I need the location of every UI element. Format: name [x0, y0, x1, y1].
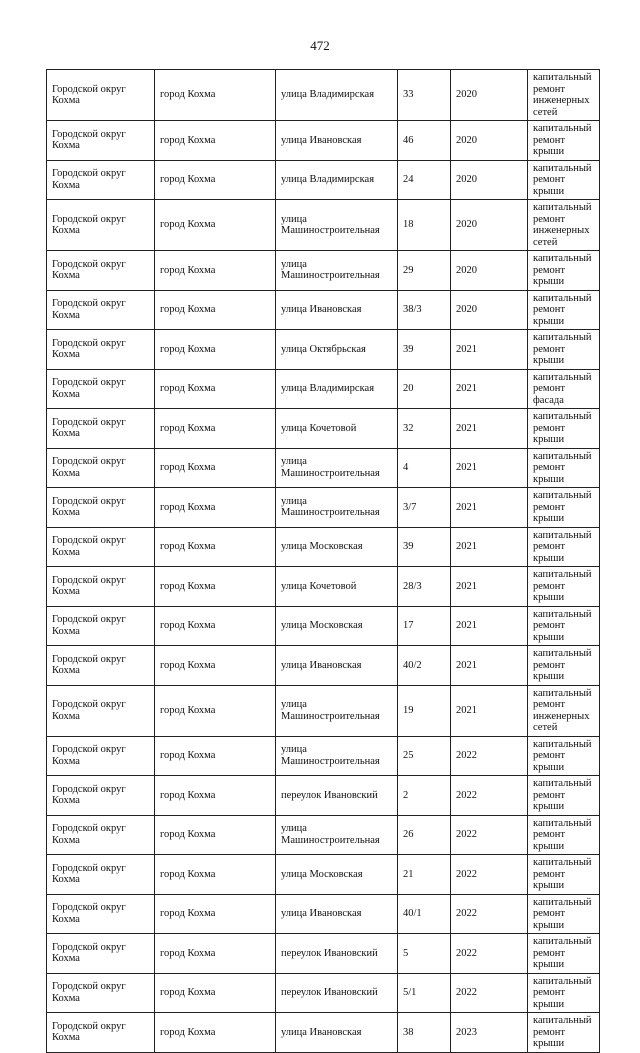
- house-number-cell: 25: [398, 736, 451, 776]
- city-cell: город Кохма: [155, 934, 276, 974]
- street-cell: улица Машиностроительная: [276, 200, 398, 251]
- work-type-cell: капитальный ремонт крыши: [528, 646, 600, 686]
- district-cell: Городской округ Кохма: [47, 200, 155, 251]
- table-row: [47, 776, 600, 816]
- district-cell: Городской округ Кохма: [47, 973, 155, 1013]
- year-cell: 2021: [451, 409, 528, 449]
- table-row: [47, 409, 600, 449]
- year-cell: 2021: [451, 646, 528, 686]
- city-cell: город Кохма: [155, 369, 276, 409]
- city-cell: город Кохма: [155, 330, 276, 370]
- work-type-cell: капитальный ремонт инженерных сетей: [528, 200, 600, 251]
- street-cell: улица Московская: [276, 855, 398, 895]
- city-cell: город Кохма: [155, 1013, 276, 1053]
- city-cell: город Кохма: [155, 251, 276, 291]
- city-cell: город Кохма: [155, 685, 276, 736]
- table-row: [47, 290, 600, 330]
- street-cell: улица Владимирская: [276, 160, 398, 200]
- table-row: [47, 567, 600, 607]
- work-type-cell: капитальный ремонт крыши: [528, 488, 600, 528]
- city-cell: город Кохма: [155, 894, 276, 934]
- work-type-cell: капитальный ремонт крыши: [528, 855, 600, 895]
- house-number-cell: 39: [398, 330, 451, 370]
- work-type-cell: капитальный ремонт крыши: [528, 776, 600, 816]
- year-cell: 2020: [451, 70, 528, 121]
- district-cell: Городской округ Кохма: [47, 409, 155, 449]
- house-number-cell: 28/3: [398, 567, 451, 607]
- district-cell: Городской округ Кохма: [47, 685, 155, 736]
- year-cell: 2021: [451, 448, 528, 488]
- table-row: [47, 894, 600, 934]
- city-cell: город Кохма: [155, 855, 276, 895]
- table-row: [47, 934, 600, 974]
- street-cell: улица Кочетовой: [276, 567, 398, 607]
- work-type-cell: капитальный ремонт крыши: [528, 330, 600, 370]
- district-cell: Городской округ Кохма: [47, 606, 155, 646]
- year-cell: 2022: [451, 894, 528, 934]
- house-number-cell: 17: [398, 606, 451, 646]
- work-type-cell: капитальный ремонт крыши: [528, 251, 600, 291]
- work-type-cell: капитальный ремонт крыши: [528, 527, 600, 567]
- work-type-cell: капитальный ремонт крыши: [528, 121, 600, 161]
- work-type-cell: капитальный ремонт крыши: [528, 973, 600, 1013]
- city-cell: город Кохма: [155, 815, 276, 855]
- table-row: [47, 70, 600, 121]
- year-cell: 2022: [451, 736, 528, 776]
- district-cell: Городской округ Кохма: [47, 815, 155, 855]
- table-row: [47, 855, 600, 895]
- house-number-cell: 26: [398, 815, 451, 855]
- street-cell: улица Ивановская: [276, 290, 398, 330]
- house-number-cell: 29: [398, 251, 451, 291]
- street-cell: улица Октябрьская: [276, 330, 398, 370]
- table-row: [47, 646, 600, 686]
- house-number-cell: 5/1: [398, 973, 451, 1013]
- year-cell: 2022: [451, 815, 528, 855]
- district-cell: Городской округ Кохма: [47, 776, 155, 816]
- city-cell: город Кохма: [155, 409, 276, 449]
- table-row: [47, 488, 600, 528]
- city-cell: город Кохма: [155, 121, 276, 161]
- city-cell: город Кохма: [155, 606, 276, 646]
- work-type-cell: капитальный ремонт крыши: [528, 894, 600, 934]
- city-cell: город Кохма: [155, 646, 276, 686]
- city-cell: город Кохма: [155, 448, 276, 488]
- street-cell: улица Машиностроительная: [276, 685, 398, 736]
- district-cell: Городской округ Кохма: [47, 290, 155, 330]
- district-cell: Городской округ Кохма: [47, 251, 155, 291]
- district-cell: Городской округ Кохма: [47, 855, 155, 895]
- city-cell: город Кохма: [155, 736, 276, 776]
- table-row: [47, 1013, 600, 1053]
- street-cell: улица Машиностроительная: [276, 488, 398, 528]
- work-type-cell: капитальный ремонт фасада: [528, 369, 600, 409]
- year-cell: 2021: [451, 330, 528, 370]
- street-cell: улица Машиностроительная: [276, 815, 398, 855]
- table-row: [47, 121, 600, 161]
- city-cell: город Кохма: [155, 973, 276, 1013]
- year-cell: 2022: [451, 855, 528, 895]
- city-cell: город Кохма: [155, 776, 276, 816]
- street-cell: улица Машиностроительная: [276, 251, 398, 291]
- house-number-cell: 38: [398, 1013, 451, 1053]
- work-type-cell: капитальный ремонт крыши: [528, 409, 600, 449]
- work-type-cell: капитальный ремонт крыши: [528, 448, 600, 488]
- work-type-cell: капитальный ремонт крыши: [528, 606, 600, 646]
- district-cell: Городской округ Кохма: [47, 160, 155, 200]
- street-cell: улица Машиностроительная: [276, 448, 398, 488]
- street-cell: улица Ивановская: [276, 894, 398, 934]
- city-cell: город Кохма: [155, 70, 276, 121]
- district-cell: Городской округ Кохма: [47, 736, 155, 776]
- house-number-cell: 18: [398, 200, 451, 251]
- year-cell: 2020: [451, 290, 528, 330]
- year-cell: 2020: [451, 160, 528, 200]
- street-cell: улица Машиностроительная: [276, 736, 398, 776]
- table-row: [47, 606, 600, 646]
- district-cell: Городской округ Кохма: [47, 369, 155, 409]
- street-cell: улица Московская: [276, 527, 398, 567]
- table-row: [47, 736, 600, 776]
- house-number-cell: 24: [398, 160, 451, 200]
- work-type-cell: капитальный ремонт крыши: [528, 934, 600, 974]
- year-cell: 2020: [451, 121, 528, 161]
- work-type-cell: капитальный ремонт крыши: [528, 160, 600, 200]
- district-cell: Городской округ Кохма: [47, 121, 155, 161]
- year-cell: 2022: [451, 934, 528, 974]
- table-row: [47, 448, 600, 488]
- year-cell: 2020: [451, 200, 528, 251]
- district-cell: Городской округ Кохма: [47, 330, 155, 370]
- street-cell: переулок Ивановский: [276, 934, 398, 974]
- table-row: [47, 369, 600, 409]
- street-cell: улица Кочетовой: [276, 409, 398, 449]
- year-cell: 2021: [451, 488, 528, 528]
- table-row: [47, 251, 600, 291]
- table-row: [47, 685, 600, 736]
- house-number-cell: 39: [398, 527, 451, 567]
- work-type-cell: капитальный ремонт инженерных сетей: [528, 685, 600, 736]
- year-cell: 2021: [451, 369, 528, 409]
- house-number-cell: 20: [398, 369, 451, 409]
- house-number-cell: 38/3: [398, 290, 451, 330]
- street-cell: переулок Ивановский: [276, 973, 398, 1013]
- street-cell: улица Ивановская: [276, 1013, 398, 1053]
- district-cell: Городской округ Кохма: [47, 894, 155, 934]
- street-cell: улица Владимирская: [276, 70, 398, 121]
- year-cell: 2020: [451, 251, 528, 291]
- house-number-cell: 2: [398, 776, 451, 816]
- city-cell: город Кохма: [155, 160, 276, 200]
- district-cell: Городской округ Кохма: [47, 567, 155, 607]
- house-number-cell: 40/2: [398, 646, 451, 686]
- city-cell: город Кохма: [155, 488, 276, 528]
- work-type-cell: капитальный ремонт крыши: [528, 815, 600, 855]
- house-number-cell: 4: [398, 448, 451, 488]
- district-cell: Городской округ Кохма: [47, 70, 155, 121]
- year-cell: 2021: [451, 606, 528, 646]
- table-row: [47, 527, 600, 567]
- house-number-cell: 3/7: [398, 488, 451, 528]
- city-cell: город Кохма: [155, 200, 276, 251]
- table-row: [47, 200, 600, 251]
- house-number-cell: 33: [398, 70, 451, 121]
- district-cell: Городской округ Кохма: [47, 934, 155, 974]
- work-type-cell: капитальный ремонт инженерных сетей: [528, 70, 600, 121]
- house-number-cell: 5: [398, 934, 451, 974]
- city-cell: город Кохма: [155, 290, 276, 330]
- page-number: 472: [310, 38, 330, 53]
- work-type-cell: капитальный ремонт крыши: [528, 736, 600, 776]
- street-cell: улица Ивановская: [276, 121, 398, 161]
- year-cell: 2021: [451, 567, 528, 607]
- city-cell: город Кохма: [155, 527, 276, 567]
- year-cell: 2021: [451, 685, 528, 736]
- street-cell: улица Владимирская: [276, 369, 398, 409]
- district-cell: Городской округ Кохма: [47, 448, 155, 488]
- year-cell: 2021: [451, 527, 528, 567]
- district-cell: Городской округ Кохма: [47, 1013, 155, 1053]
- work-type-cell: капитальный ремонт крыши: [528, 1013, 600, 1053]
- table-row: [47, 160, 600, 200]
- house-number-cell: 32: [398, 409, 451, 449]
- work-type-cell: капитальный ремонт крыши: [528, 567, 600, 607]
- year-cell: 2023: [451, 1013, 528, 1053]
- city-cell: город Кохма: [155, 567, 276, 607]
- house-number-cell: 21: [398, 855, 451, 895]
- year-cell: 2022: [451, 776, 528, 816]
- street-cell: улица Ивановская: [276, 646, 398, 686]
- table-row: [47, 330, 600, 370]
- house-number-cell: 19: [398, 685, 451, 736]
- street-cell: переулок Ивановский: [276, 776, 398, 816]
- year-cell: 2022: [451, 973, 528, 1013]
- table-row: [47, 973, 600, 1013]
- district-cell: Городской округ Кохма: [47, 488, 155, 528]
- street-cell: улица Московская: [276, 606, 398, 646]
- table-row: [47, 815, 600, 855]
- work-type-cell: капитальный ремонт крыши: [528, 290, 600, 330]
- district-cell: Городской округ Кохма: [47, 646, 155, 686]
- district-cell: Городской округ Кохма: [47, 527, 155, 567]
- house-number-cell: 46: [398, 121, 451, 161]
- house-number-cell: 40/1: [398, 894, 451, 934]
